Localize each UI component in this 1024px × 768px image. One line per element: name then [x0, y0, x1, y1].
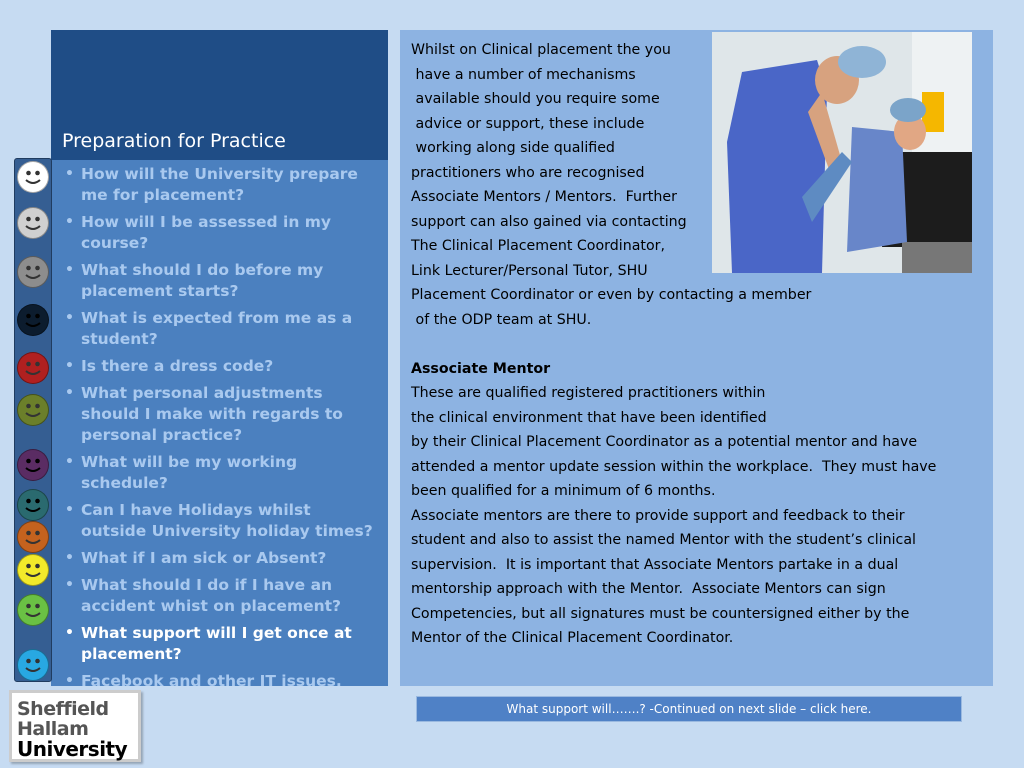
intro-line: support can also gained via contacting — [411, 213, 687, 230]
menu-item-label: What should I do if I have an accident whist on placement? — [81, 576, 342, 615]
menu-item[interactable] — [65, 548, 378, 569]
body-line: the clinical environment that have been identified — [411, 409, 767, 426]
smiley-navigation-strip — [14, 158, 52, 682]
continue-next-slide-button[interactable]: What support will…….? -Continued on next slide – click here. — [416, 696, 962, 722]
menu-item[interactable] — [65, 308, 378, 350]
logo-line-3: University — [17, 737, 128, 761]
menu-list — [51, 160, 388, 692]
intro-line: Whilst on Clinical placement the you — [411, 42, 671, 58]
smiley-face-icon[interactable] — [17, 554, 49, 586]
menu-item[interactable] — [65, 383, 378, 446]
smiley-face-icon[interactable] — [17, 489, 49, 521]
smiley-face-icon[interactable] — [17, 161, 49, 193]
body-line: Mentor of the Clinical Placement Coordinator. — [411, 630, 734, 646]
menu-item[interactable] — [65, 212, 378, 254]
bullet-icon: • — [65, 625, 74, 641]
smiley-face-icon[interactable] — [17, 304, 49, 336]
menu-item[interactable] — [65, 623, 378, 665]
menu-item-label: What personal adjustments should I make with regards to personal practice? — [81, 384, 343, 444]
bullet-icon: • — [65, 673, 74, 689]
body-line: attended a mentor update session within the workplace. They must have — [411, 458, 937, 475]
body-line: student and also to assist the named Mentor with the student’s clinical — [411, 532, 916, 548]
intro-line: advice or support, these include — [411, 115, 645, 132]
menu-item[interactable] — [65, 671, 378, 692]
intro-line: of the ODP team at SHU. — [411, 311, 592, 328]
intro-line: Associate Mentors / Mentors. Further — [411, 189, 677, 205]
bullet-icon: • — [65, 502, 74, 518]
menu-item[interactable] — [65, 164, 378, 206]
section-title: Preparation for Practice — [62, 130, 286, 152]
associate-mentor-paragraph — [411, 381, 981, 651]
body-line: supervision. It is important that Associate Mentors partake in a dual — [411, 556, 899, 573]
intro-line: available should you require some — [411, 91, 660, 107]
bullet-icon: • — [65, 454, 74, 470]
body-line: by their Clinical Placement Coordinator as a potential mentor and have — [411, 434, 918, 450]
smiley-face-icon[interactable] — [17, 649, 49, 681]
intro-line: practitioners who are recognised — [411, 164, 645, 181]
smiley-face-icon[interactable] — [17, 449, 49, 481]
logo-line-2: Hallam — [17, 718, 89, 740]
smiley-face-icon[interactable] — [17, 594, 49, 626]
associate-mentor-heading: Associate Mentor — [411, 360, 551, 377]
body-line: These are qualified registered practitioners within — [411, 385, 766, 401]
bullet-icon: • — [65, 310, 74, 326]
menu-item-label: What is expected from me as a student? — [81, 309, 353, 348]
intro-line: Link Lecturer/Personal Tutor, SHU — [411, 262, 648, 279]
logo-line-1: Sheffield — [17, 698, 109, 720]
menu-item-label: Can I have Holidays whilst outside University holiday times? — [81, 501, 373, 540]
bullet-icon: • — [65, 166, 74, 182]
menu-item[interactable] — [65, 452, 378, 494]
body-line: Competencies, but all signatures must be countersigned either by the — [411, 605, 910, 622]
bullet-icon: • — [65, 385, 74, 401]
smiley-face-icon[interactable] — [17, 352, 49, 384]
body-line: Associate mentors are there to provide support and feedback to their — [411, 507, 905, 524]
menu-item-label: What support will I get once at placement? — [81, 624, 352, 663]
navigation-menu — [51, 160, 388, 690]
content-panel — [400, 30, 993, 686]
smiley-face-icon[interactable] — [17, 394, 49, 426]
menu-item[interactable] — [65, 500, 378, 542]
menu-item-label: How will I be assessed in my course? — [81, 213, 332, 252]
menu-item-label: How will the University prepare me for placement? — [81, 165, 358, 204]
body-text — [411, 38, 981, 651]
intro-line: Placement Coordinator or even by contacting a member — [411, 287, 812, 303]
bullet-icon: • — [65, 214, 74, 230]
menu-item-label: What should I do before my placement starts? — [81, 261, 324, 300]
menu-item[interactable] — [65, 575, 378, 617]
menu-item[interactable] — [65, 260, 378, 302]
smiley-face-icon[interactable] — [17, 207, 49, 239]
bullet-icon: • — [65, 550, 74, 566]
menu-item-label: What if I am sick or Absent? — [81, 549, 327, 567]
smiley-face-icon[interactable] — [17, 256, 49, 288]
bullet-icon: • — [65, 358, 74, 374]
body-line: been qualified for a minimum of 6 months. — [411, 483, 716, 499]
sheffield-hallam-logo — [9, 690, 141, 762]
menu-item-label: Facebook and other IT issues. — [81, 672, 342, 690]
intro-line: working along side qualified — [411, 140, 615, 156]
bullet-icon: • — [65, 577, 74, 593]
menu-item[interactable] — [65, 356, 378, 377]
bullet-icon: • — [65, 262, 74, 278]
menu-item-label: What will be my working schedule? — [81, 453, 298, 492]
intro-line: have a number of mechanisms — [411, 66, 636, 83]
body-line: mentorship approach with the Mentor. Associate Mentors can sign — [411, 581, 886, 597]
menu-item-label: Is there a dress code? — [81, 357, 274, 375]
smiley-face-icon[interactable] — [17, 521, 49, 553]
intro-line: The Clinical Placement Coordinator, — [411, 238, 665, 254]
intro-paragraph — [411, 38, 981, 332]
